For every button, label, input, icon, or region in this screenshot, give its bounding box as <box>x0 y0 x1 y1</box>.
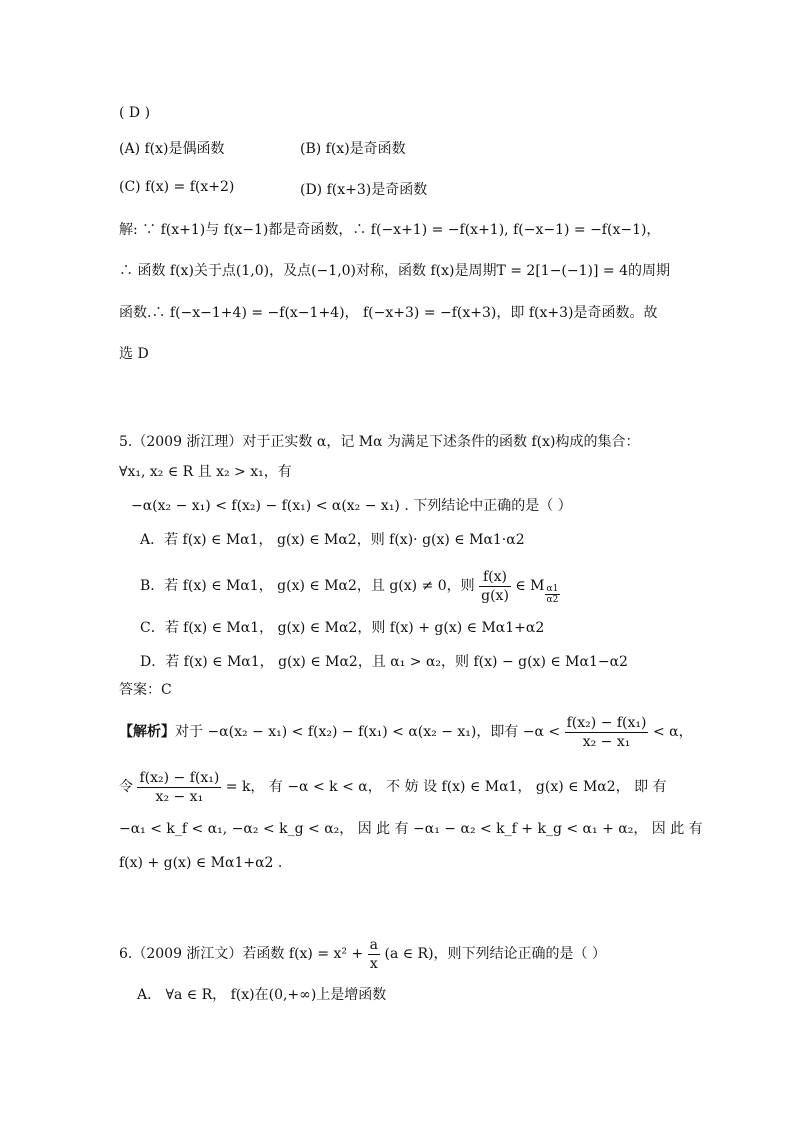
q5-option-b-member: ∈ M <box>515 578 545 594</box>
q5-option-b-text: B．若 f(x) ∈ Mα1， g(x) ∈ Mα2，且 g(x) ≠ 0，则 <box>140 578 475 594</box>
option-a: (A) f(x)是偶函数 <box>119 141 225 157</box>
q6-option-a: A． ∀a ∈ R， f(x)在(0,+∞)上是增函数 <box>137 987 387 1003</box>
q5-analysis-line-2 <box>119 767 667 807</box>
q5-analysis-line-1 <box>119 712 693 752</box>
fraction-denominator: x₂ − x₁ <box>582 733 631 750</box>
q6-text-end: (a ∈ R)，则下列结论正确的是（ ） <box>384 946 607 962</box>
fraction-denominator: x₂ − x₁ <box>155 788 204 805</box>
fraction-numerator: f(x) <box>479 568 511 587</box>
q5-analysis-line-3: −α₁ < k_f < α₁, −α₂ < k_g < α₂， 因 此 有 −α₁ − α₂ < k_f + k_g < α₁ + α₂， 因 此 有 <box>119 821 703 837</box>
q5-line-2: ∀x₁, x₂ ∈ R 且 x₂ > x₁，有 <box>119 464 292 480</box>
analysis-text: 令 <box>119 779 133 795</box>
analysis-label: 【解析】 <box>119 724 175 740</box>
q6-text: 6.（2009 浙江文）若函数 f(x) = x² + <box>119 946 364 962</box>
q5-option-a: A．若 f(x) ∈ Mα1， g(x) ∈ Mα2，则 f(x)· g(x) ∈ Mα1·α2 <box>140 532 525 548</box>
q6-line-1 <box>119 934 606 974</box>
answer-line: ( D ) <box>119 105 151 121</box>
option-d: (D) f(x+3)是奇函数 <box>300 182 428 198</box>
fraction-numerator: f(x₂) − f(x₁) <box>139 769 220 786</box>
fraction-numerator: f(x₂) − f(x₁) <box>566 714 647 731</box>
option-c: (C) f(x) = f(x+2) <box>119 179 235 195</box>
q5-option-d: D．若 f(x) ∈ Mα1， g(x) ∈ Mα2，且 α₁ > α₂，则 f(x) − g(x) ∈ Mα1−α2 <box>140 654 628 670</box>
subscript-numerator: α1 <box>546 584 559 594</box>
q5-line-1: 5.（2009 浙江理）对于正实数 α，记 Mα 为满足下述条件的函数 f(x)构成的集合： <box>119 434 640 450</box>
fraction-denominator: g(x) <box>481 587 509 604</box>
q6-fraction <box>368 936 380 973</box>
analysis-fraction-2 <box>137 769 221 806</box>
solution-line-3: 函数.∴ f(−x−1+4) = −f(x−1+4)， f(−x+3) = −f(x+3)，即 f(x+3)是奇函数。故 <box>119 305 658 321</box>
q5-line-3: −α(x₂ − x₁) < f(x₂) − f(x₁) < α(x₂ − x₁) . 下列结论中正确的是（ ） <box>131 498 572 514</box>
q5-option-b-fraction <box>479 568 511 605</box>
option-b: (B) f(x)是奇函数 <box>300 141 406 157</box>
subscript-denominator: α2 <box>546 595 559 605</box>
analysis-text-end: < α， <box>652 724 693 740</box>
solution-line-1: 解: ∵ f(x+1)与 f(x−1)都是奇函数，∴ f(−x+1) = −f(x+1), f(−x−1) = −f(x−1)， <box>119 222 661 238</box>
fraction-denominator: x <box>369 955 378 972</box>
analysis-text-end: = k， 有 −α < k < α， 不 妨 设 f(x) ∈ Mα1， g(x) ∈ Mα2， 即 有 <box>225 779 667 795</box>
q5-option-c: C．若 f(x) ∈ Mα1， g(x) ∈ Mα2，则 f(x) + g(x) ∈ Mα1+α2 <box>140 620 545 636</box>
analysis-text: 对于 −α(x₂ − x₁) < f(x₂) − f(x₁) < α(x₂ − x₁)，即有 −α < <box>175 724 561 740</box>
q5-answer: 答案：C <box>119 682 172 698</box>
q5-option-b-subscript <box>545 584 561 605</box>
solution-line-2: ∴ 函数 f(x)关于点(1,0)，及点(−1,0)对称，函数 f(x)是周期T = 2[1−(−1)] = 4的周期 <box>119 263 670 279</box>
solution-line-4: 选 D <box>119 346 149 362</box>
fraction-numerator: a <box>369 936 379 953</box>
q5-analysis-line-4: f(x) + g(x) ∈ Mα1+α2 . <box>119 855 283 871</box>
q5-option-b <box>140 566 560 606</box>
analysis-fraction-1 <box>565 714 649 751</box>
